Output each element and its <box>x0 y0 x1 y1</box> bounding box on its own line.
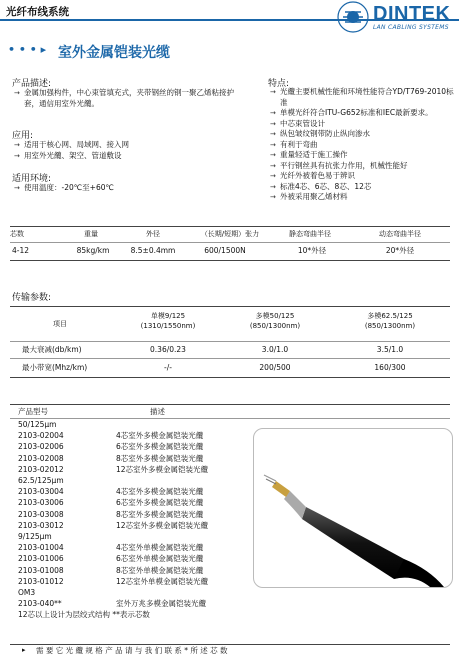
models-top-rule <box>10 404 450 405</box>
app-list <box>14 140 239 161</box>
model-code: 2103-01006 <box>18 554 64 564</box>
header-title: 光纤布线系统 <box>6 6 69 18</box>
model-code: 2103-01004 <box>18 543 64 553</box>
feat-item: → 光纜主要机械性能和环境性能符合YD/T769-2010标准 <box>270 87 454 108</box>
spec-header-dynamic: 动态弯曲半径 <box>379 230 421 238</box>
dintek-logo-icon <box>335 0 371 34</box>
trans-col3-l1: 多模62.5/125 <box>367 312 413 320</box>
model-desc: 室外万兆多模金属铠装光纜 <box>116 599 206 609</box>
model-code: 2103-02008 <box>18 453 64 463</box>
spec-header-tension: （长期/短期）张力 <box>200 230 260 238</box>
model-desc: 4芯室外多模金属铠装光纜 <box>116 487 204 497</box>
trans-col3-l2: (850/1300nm) <box>364 322 416 330</box>
feat-item: → 单模光纤符合ITU-G652标准和IEC最新要求。 <box>270 108 454 119</box>
trans-row-bandwidth-v1: -/- <box>164 363 172 372</box>
model-code: 2103-040** <box>18 599 62 609</box>
env-item: → 使用温度：-20℃至+60℃ <box>14 183 239 194</box>
trans-item-header: 项目 <box>53 320 67 328</box>
models-header-code: 产品型号 <box>18 407 48 416</box>
trans-row-bandwidth-v2: 200/500 <box>259 363 291 372</box>
spec-bottom-rule <box>10 260 450 261</box>
model-code: 2103-01012 <box>18 576 64 586</box>
trans-row-bandwidth-name: 最小带宽(Mhz/km) <box>22 363 88 372</box>
trans-row-attenuation-v1: 0.36/0.23 <box>150 345 186 354</box>
title-arrows: • • • ▸ <box>8 43 47 56</box>
trans-row-attenuation-v2: 3.0/1.0 <box>261 345 289 354</box>
app-item: → 用室外光纜、架空、管道敷设 <box>14 151 239 162</box>
feat-label: 特点: <box>268 79 290 89</box>
spec-cell-static: 10*外径 <box>297 246 327 255</box>
desc-list <box>14 88 239 109</box>
footer-arrow-icon: ▸ <box>22 646 26 654</box>
page-title: 室外金属铠装光缆 <box>58 45 170 61</box>
model-desc: 4芯室外单模金属铠装光纜 <box>116 543 204 553</box>
feat-item: → 重量轻适于施工操作 <box>270 150 454 161</box>
trans-row-attenuation-v3: 3.5/1.0 <box>376 345 404 354</box>
model-code: OM3 <box>18 588 36 597</box>
trans-col2-l1: 多模50/125 <box>255 312 295 320</box>
trans-col1-l1: 单模9/125 <box>150 312 186 320</box>
desc-item: → 金属加强构件，中心束管填充式，夹带钢丝的钢一聚乙烯粘接护套，通信用室外光纜。 <box>14 88 239 109</box>
model-desc: 6芯室外多模金属铠装光纜 <box>116 498 204 508</box>
model-code: 9/125μm <box>18 532 52 541</box>
trans-col1-l2: (1310/1550nm) <box>140 322 196 330</box>
feat-item: → 光纤外被着色易于辨识 <box>270 171 454 182</box>
model-code: 2103-02012 <box>18 464 64 474</box>
cable-photo <box>253 428 453 588</box>
spec-cell-cores: 4-12 <box>12 246 30 255</box>
spec-cell-diameter: 8.5±0.4mm <box>130 246 176 255</box>
feat-item: → 中芯束管设计 <box>270 119 454 130</box>
model-desc: 12芯室外多模金属铠装光纜 <box>116 520 209 530</box>
trans-row-rule <box>10 358 450 359</box>
env-label: 适用环境: <box>12 174 52 184</box>
trans-row-attenuation-name: 最大衰减(db/km) <box>22 345 82 354</box>
model-code: 2103-03006 <box>18 498 64 508</box>
spec-cell-weight: 85kg/km <box>76 246 110 255</box>
spec-header-static: 静态弯曲半径 <box>289 230 331 238</box>
trans-col2-l2: (850/1300nm) <box>249 322 301 330</box>
model-desc: 8芯室外多模金属铠装光纜 <box>116 453 204 463</box>
model-code: 12芯以上设计为层绞式结构 **表示芯数 <box>18 610 150 620</box>
models-mid-rule <box>10 418 450 419</box>
trans-row-bandwidth-v3: 160/300 <box>374 363 406 372</box>
spec-mid-rule <box>10 242 450 243</box>
feat-item: → 标准4芯、6芯、8芯、12芯 <box>270 182 454 193</box>
desc-label: 产品描述: <box>12 79 52 89</box>
env-list <box>14 183 239 194</box>
model-desc: 6芯室外多模金属铠装光纜 <box>116 442 204 452</box>
app-item: → 适用于核心网、局域网、接入网 <box>14 140 239 151</box>
model-desc: 6芯室外单模金属铠装光纜 <box>116 554 204 564</box>
model-code: 50/125μm <box>18 420 57 429</box>
spec-cell-dynamic: 20*外径 <box>385 246 415 255</box>
model-code: 2103-01008 <box>18 565 64 575</box>
model-desc: 12芯室外单模金属铠装光纜 <box>116 576 209 586</box>
feat-list <box>270 87 454 203</box>
spec-header-cores: 芯数 <box>10 230 24 238</box>
spec-top-rule <box>10 226 450 227</box>
feat-item: → 平行钢丝具有抗张力作用，机械性能好 <box>270 161 454 172</box>
trans-bottom-rule <box>10 377 450 378</box>
spec-header-weight: 重量 <box>84 230 98 238</box>
model-code: 2103-03012 <box>18 520 64 530</box>
feat-item: → 外被采用聚乙烯材料 <box>270 192 454 203</box>
model-code: 2103-03008 <box>18 509 64 519</box>
app-label: 应用: <box>12 131 34 141</box>
feat-item: → 纵包皱纹钢带防止纵向渗水 <box>270 129 454 140</box>
model-desc: 8芯室外单模金属铠装光纜 <box>116 565 204 575</box>
spec-cell-tension: 600/1500N <box>204 246 246 255</box>
model-code: 2103-02004 <box>18 431 64 441</box>
model-code: 62.5/125μm <box>18 476 64 485</box>
model-code: 2103-03004 <box>18 487 64 497</box>
model-code: 2103-02006 <box>18 442 64 452</box>
footer-text: 需 要 它 光 纜 规 格 产 品 请 与 我 们 联 系 * 所 述 芯 数 <box>36 646 228 655</box>
brand-name: DINTEK <box>373 3 451 25</box>
trans-top-rule <box>10 306 450 307</box>
models-header-desc: 描述 <box>150 407 165 416</box>
cable-illustration-icon <box>254 429 452 587</box>
feat-item: → 有利于弯曲 <box>270 140 454 151</box>
trans-mid-rule <box>10 341 450 342</box>
model-desc: 8芯室外多模金属铠装光纜 <box>116 509 204 519</box>
brand-subtitle: LAN CABLING SYSTEMS <box>373 24 449 31</box>
spec-header-diameter: 外径 <box>146 230 160 238</box>
trans-label: 传输参数: <box>12 293 52 303</box>
model-desc: 4芯室外多模金属铠装光纜 <box>116 431 204 441</box>
model-desc: 12芯室外多模金属铠装光纜 <box>116 464 209 474</box>
